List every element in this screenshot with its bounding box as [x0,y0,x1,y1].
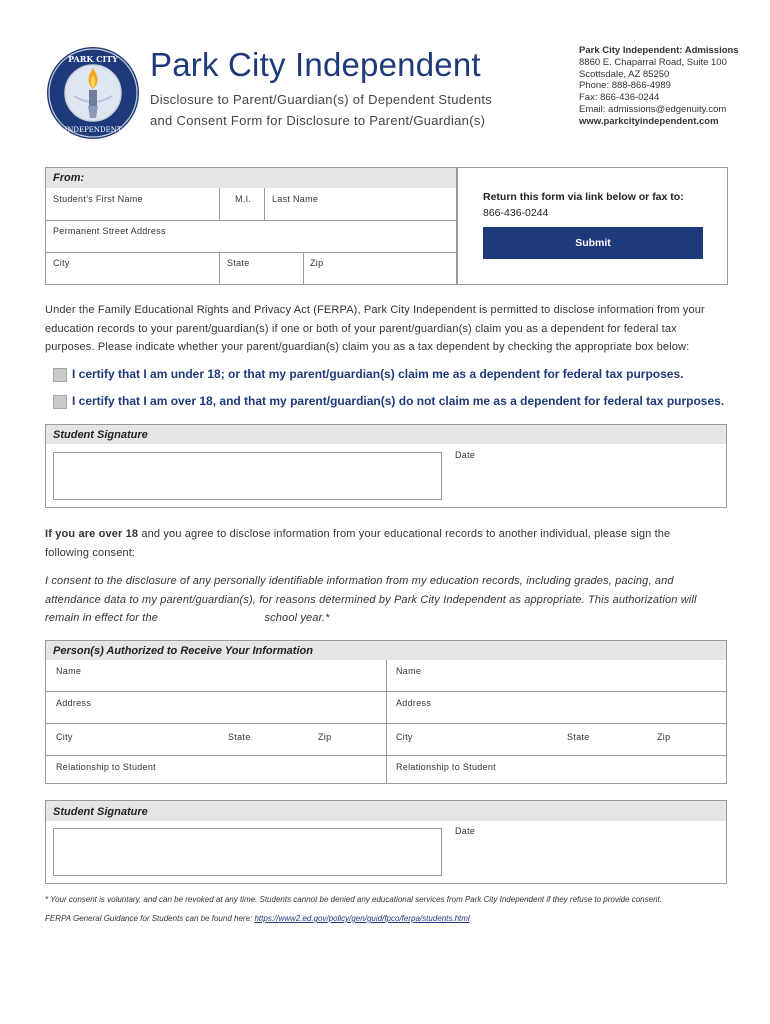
student-signature2-field[interactable] [53,828,442,876]
svg-text:INDEPENDENT: INDEPENDENT [64,126,122,134]
signature-date-field[interactable]: Date [455,450,476,460]
signature2-date-field[interactable]: Date [455,826,476,836]
state-field[interactable]: State [227,258,250,268]
consent-line-3a: remain in effect for the [45,612,159,624]
contact-phone: Phone: 888-866-4989 [579,80,671,92]
person1-relationship-field[interactable]: Relationship to Student [56,762,156,772]
ferpa-line-3: purposes. Please indicate whether your parent/guardian(s) claim you as a tax dependent by checking the appropriate box below: [45,341,690,353]
consent-intro-rest: and you agree to disclose information from your educational records to another individual, please sign the [138,528,671,540]
under-18-label: I certify that I am under 18; or that my parent/guardian(s) claim me as a dependent for federal tax purposes. [72,367,684,381]
person2-zip-field[interactable]: Zip [657,732,671,742]
contact-address-1: 8860 E. Chaparral Road, Suite 100 [579,56,727,68]
ferpa-guidance [45,914,470,923]
contact-website[interactable]: www.parkcityindependent.com [579,115,719,127]
ferpa-guidance-text: FERPA General Guidance for Students can be found here: [45,914,255,923]
contact-org: Park City Independent: Admissions [579,45,739,56]
signature-heading-bar [45,424,727,446]
contact-fax: Fax: 866-436-0244 [579,92,660,104]
consent-line-3b: school year.* [264,612,330,624]
city-field[interactable]: City [53,258,70,268]
subtitle-line-2: and Consent Form for Disclosure to Parent/Guardian(s) [150,113,486,128]
over-18-checkbox[interactable] [53,395,67,409]
person1-address-field[interactable]: Address [56,698,92,708]
subtitle-line-1: Disclosure to Parent/Guardian(s) of Dependent Students [150,92,493,107]
school-logo [46,46,140,140]
person2-name-field[interactable]: Name [396,666,422,676]
ferpa-line-2: education records to your parent/guardian(s) if one or both of your parent/guardian(s) claim you as a dependent for federal tax [45,322,677,335]
svg-text:PARK CITY: PARK CITY [68,54,118,64]
person2-address-field[interactable]: Address [396,698,432,708]
signature-heading: Student Signature [53,429,148,441]
street-address-field[interactable]: Permanent Street Address [53,226,166,236]
authorized-heading: Person(s) Authorized to Receive Your Information [53,645,313,657]
return-box [457,167,728,285]
person1-city-field[interactable]: City [56,732,73,742]
page-subtitle [150,89,492,131]
return-instructions: Return this form via link below or fax to: [483,191,684,203]
under-18-checkbox[interactable] [53,368,67,382]
person2-city-field[interactable]: City [396,732,413,742]
contact-email[interactable]: Email: admissions@edgenuity.com [579,103,727,115]
consent-line-2: attendance data to my parent/guardian(s), for reasons determined by Park City Independent as appropriate. This authorization will [45,593,697,606]
mi-field[interactable]: M.I. [235,194,252,204]
consent-footnote: * Your consent is voluntary, and can be revoked at any time. Students cannot be denied any educational services from Park City Independent if they refuse to provide consent. [45,895,662,904]
person1-name-field[interactable]: Name [56,666,82,676]
consent-intro [45,525,745,562]
over-18-label: I certify that I am over 18, and that my parent/guardian(s) do not claim me as a dependent for federal tax purposes. [72,394,725,408]
person2-relationship-field[interactable]: Relationship to Student [396,762,496,772]
person1-state-field[interactable]: State [228,732,251,742]
student-signature-field[interactable] [53,452,442,500]
return-fax: 866-436-0244 [483,207,549,219]
zip-field[interactable]: Zip [310,258,324,268]
submit-button[interactable]: Submit [483,227,703,259]
consent-statement [45,572,745,628]
ferpa-guidance-link[interactable]: https://www2.ed.gov/policy/gen/guid/fpco/ferpa/students.html [254,914,470,923]
last-name-field[interactable]: Last Name [272,194,319,204]
consent-intro-bold: If you are over 18 [45,528,139,540]
signature2-heading-bar [45,800,727,823]
first-name-field[interactable]: Student’s First Name [53,194,143,204]
person1-zip-field[interactable]: Zip [318,732,332,742]
contact-address-2: Scottsdale, AZ 85250 [579,68,670,80]
ferpa-line-1: Under the Family Educational Rights and Privacy Act (FERPA), Park City Independent is permitted to disclose information from your [45,304,705,316]
ferpa-paragraph [45,301,745,357]
consent-intro-line-2: following consent: [45,546,136,559]
contact-block [579,45,739,128]
person2-state-field[interactable]: State [567,732,590,742]
authorized-heading-bar [45,640,727,662]
consent-line-1: I consent to the disclosure of any personally identifiable information from my education records, including grades, pacing, and [45,575,674,587]
from-heading: From: [53,172,85,184]
page-title: Park City Independent [150,46,481,83]
signature2-heading: Student Signature [53,806,148,818]
from-heading-bar [45,167,457,190]
